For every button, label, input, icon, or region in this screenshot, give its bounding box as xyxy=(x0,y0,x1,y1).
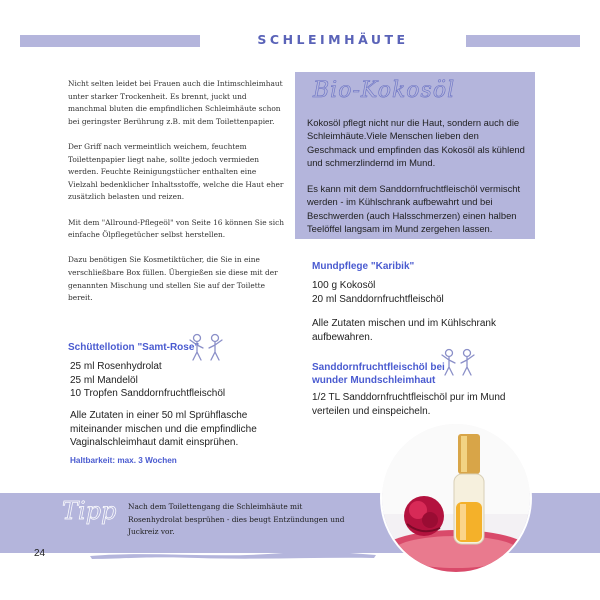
info-box-title: Bio-Kokosöl xyxy=(313,78,456,103)
tip-label: Tipp xyxy=(62,497,117,525)
bottle-and-rose-image xyxy=(382,424,530,572)
brush-stroke-decoration xyxy=(88,548,378,562)
ingredient-line: 10 Tropfen Sanddornfruchtfleischöl xyxy=(70,388,226,399)
intro-paragraph-3: Mit dem "Allround-Pflegeöl" von Seite 16 können Sie sich einfache Ölpflegetücher selbst herstellen. xyxy=(68,217,284,240)
ingredient-line: 25 ml Mandelöl xyxy=(70,374,138,386)
intro-paragraph-2: Der Griff nach vermeintlich weichem, feuchtem Toilettenpapier liegt nahe, sollte jedoch vermieden werden. Feuchte Reinigungstücher enthalten eine Vielzahl bedenklicher Inhaltsstoffe, welche die Haut eher zusätzlich belasten und reizen. xyxy=(68,141,284,202)
sanddorn-instructions: 1/2 TL Sanddornfruchtfleischöl pur im Mund verteilen und einspeicheln. xyxy=(312,392,506,417)
children-playing-icon xyxy=(438,347,478,377)
samt-rose-instructions: Alle Zutaten in einer 50 ml Sprühflasche miteinander mischen und die empfindliche Vaginalschleimhaut damit einsprühen. xyxy=(70,410,257,448)
ingredient-line: 25 ml Rosenhydrolat xyxy=(70,361,162,372)
recipe-title-karibik: Mundpflege "Karibik" xyxy=(312,261,415,272)
left-column xyxy=(68,78,286,317)
info-box-paragraph: Es kann mit dem Sanddornfruchtfleischöl vermischt werden - im Kühlschrank aufbewahrt und bei Beschwerden (auch Halsschmerzen) einen halben Teelöffel langsam im Mund zergehen lassen. xyxy=(307,183,521,235)
tip-text: Nach dem Toilettengang die Schleimhäute mit Rosenhydrolat besprühen - dies beugt Entzündungen und Juckreiz vor. xyxy=(128,502,345,536)
karibik-instructions: Alle Zutaten mischen und im Kühlschrank aufbewahren. xyxy=(312,318,496,343)
recipe-title-line: wunder Mundschleimhaut xyxy=(312,375,436,386)
recipe-title-sanddorn xyxy=(312,361,445,387)
karibik-ingredients xyxy=(312,279,444,306)
shelf-life-note: Haltbarkeit: max. 3 Wochen xyxy=(70,456,177,465)
product-photo xyxy=(380,422,532,574)
intro-paragraph-4: Dazu benötigen Sie Kosmetiktücher, die Sie in eine verschließbare Box füllen. Übergießen sie diese mit der genannten Mischung und stellen Sie auf der Toilette bereit. xyxy=(68,255,278,303)
ingredient-line: 100 g Kokosöl xyxy=(312,280,376,291)
page-number: 24 xyxy=(34,548,46,559)
header-bar-left xyxy=(20,35,200,47)
children-playing-icon xyxy=(186,332,226,362)
samt-rose-ingredients xyxy=(70,360,225,401)
info-box-paragraph: Kokosöl pflegt nicht nur die Haut, sondern auch die Schleimhäute.Viele Menschen lieben den Geschmack und empfinden das Kokosöl als kühlend und schmerzlindernd im Mund. xyxy=(307,117,525,168)
intro-paragraph-1: Nicht selten leidet bei Frauen auch die Intimschleimhaut unter starker Trockenheit. Es brennt, juckt und manchmal bluten die empfindlichen Schleimhäute schon bei geringster Berührung z.B. mit dem Toilettenpapier. xyxy=(68,79,283,126)
recipe-title-line: Sanddornfruchtfleischöl bei xyxy=(312,362,445,373)
recipe-title-samt-rose: Schüttellotion "Samt-Rose" xyxy=(68,342,200,353)
info-box-text xyxy=(307,116,529,235)
ingredient-line: 20 ml Sanddornfruchtfleischöl xyxy=(312,293,444,305)
info-box-kokosoel xyxy=(295,72,535,239)
header-bar-right xyxy=(466,35,580,47)
page-title: SCHLEIMHÄUTE xyxy=(257,32,409,47)
